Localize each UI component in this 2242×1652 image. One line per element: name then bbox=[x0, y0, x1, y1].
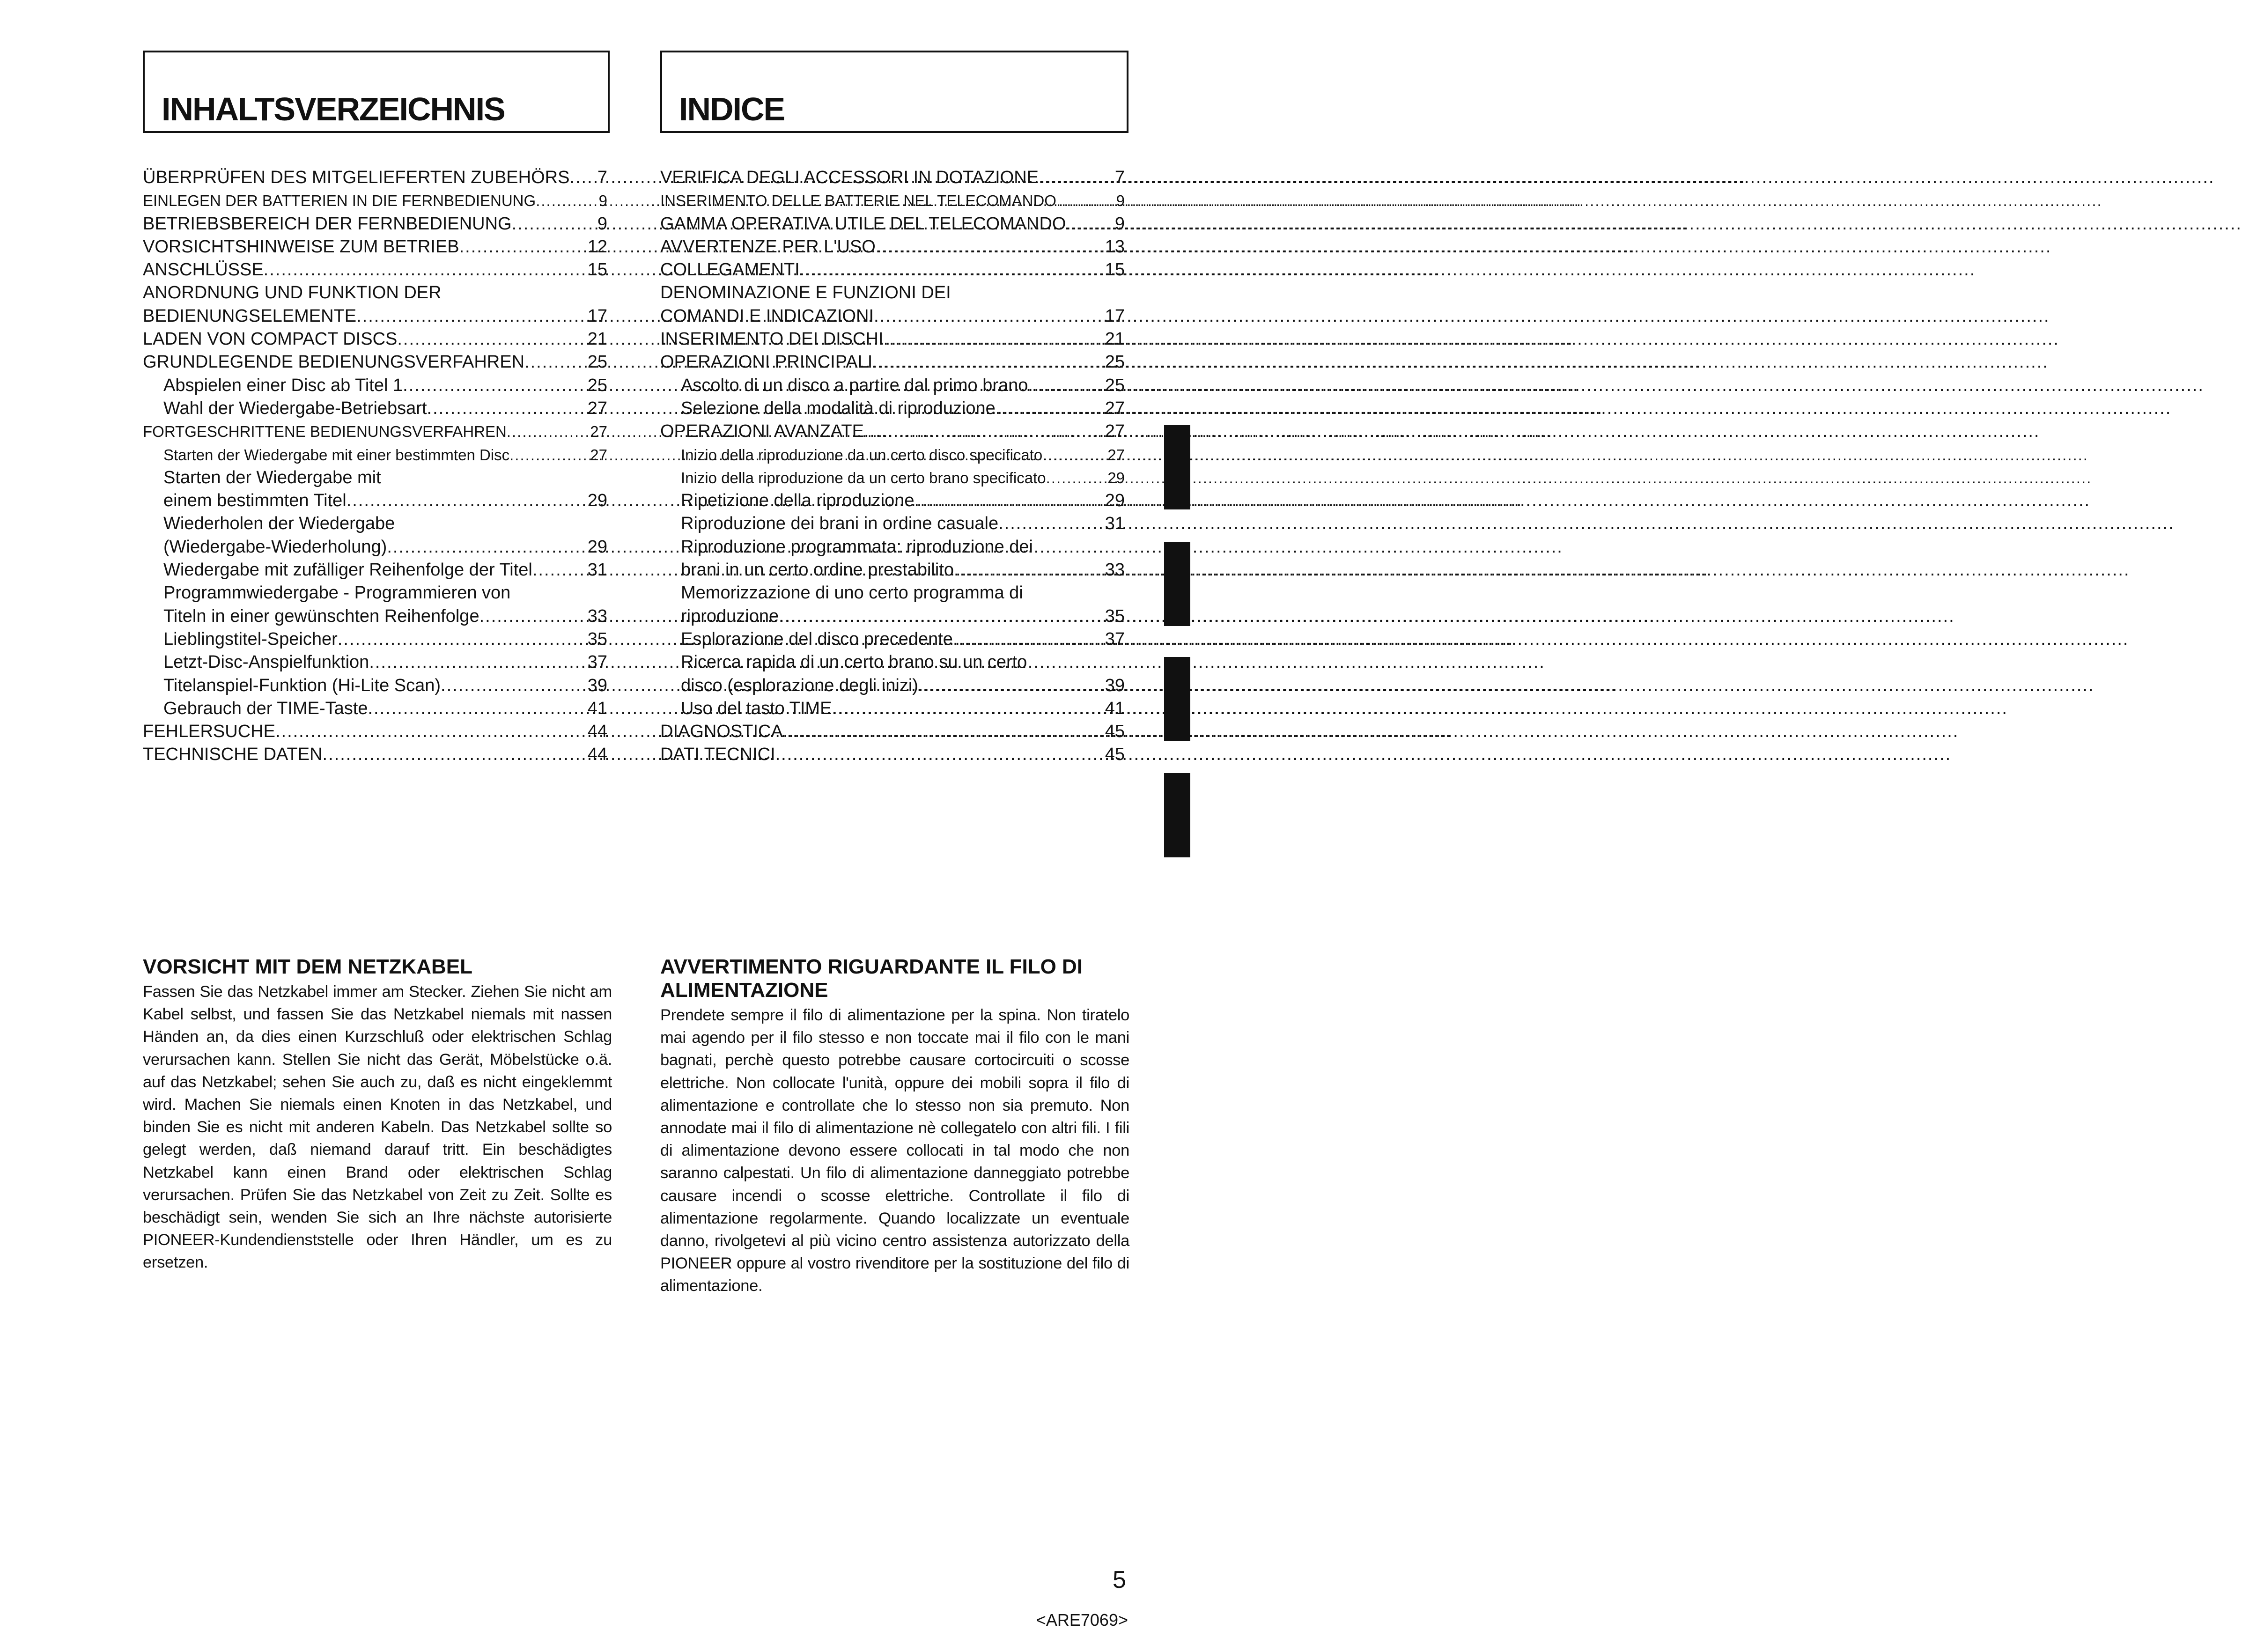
toc-entry-it bbox=[660, 166, 1125, 189]
toc-entry-de bbox=[143, 628, 607, 651]
toc-dot-leader bbox=[509, 443, 583, 466]
toc-entry-it bbox=[660, 512, 1125, 535]
toc-dot-leader bbox=[954, 559, 1100, 582]
toc-entry-page: 17 bbox=[587, 306, 607, 326]
toc-dot-leader bbox=[512, 213, 583, 236]
toc-entry-de bbox=[143, 466, 607, 489]
toc-entry-title: Ascolto di un disco a partire dal primo brano bbox=[681, 375, 1028, 395]
toc-dot-leader bbox=[403, 374, 583, 397]
toc-entry-it bbox=[660, 305, 1125, 328]
toc-entry-title: Titelanspiel-Funktion (Hi-Lite Scan) bbox=[163, 675, 441, 695]
toc-entry-it bbox=[660, 651, 1125, 674]
toc-entry-page: 9 bbox=[1116, 192, 1125, 210]
toc-dot-leader bbox=[1039, 166, 1100, 189]
toc-entry-title: Memorizzazione di uno certo programma di bbox=[681, 583, 1023, 603]
toc-entry-it bbox=[660, 674, 1125, 697]
toc-dot-leader bbox=[864, 420, 1100, 443]
toc-entry-de bbox=[143, 351, 607, 374]
toc-entry-title: INSERIMENTO DELLE BATTERIE NEL TELECOMANDO bbox=[660, 192, 1056, 210]
toc-entry-title: riproduzione bbox=[681, 606, 779, 626]
toc-dot-leader bbox=[874, 305, 1100, 328]
toc-entry-it bbox=[660, 605, 1125, 628]
document-code: <ARE7069> bbox=[1036, 1610, 1128, 1630]
toc-entry-title: Riproduzione dei brani in ordine casuale bbox=[681, 514, 999, 534]
toc-entry-page: 27 bbox=[1105, 398, 1125, 418]
toc-entry-de bbox=[143, 420, 607, 443]
toc-entry-it bbox=[660, 489, 1125, 512]
toc-entry-de bbox=[143, 674, 607, 697]
toc-entry-it bbox=[660, 213, 1125, 236]
toc-dot-leader bbox=[397, 328, 583, 351]
toc-entry-it bbox=[660, 697, 1125, 720]
toc-entry-it bbox=[660, 351, 1125, 374]
toc-entry-it bbox=[660, 720, 1125, 743]
toc-list-it bbox=[660, 166, 1125, 767]
toc-entry-title: einem bestimmten Titel bbox=[163, 491, 347, 511]
toc-entry-page: 27 bbox=[1105, 421, 1125, 442]
toc-entry-title: Riproduzione programmata: riproduzione dei bbox=[681, 537, 1033, 557]
toc-entry-de bbox=[143, 512, 607, 535]
toc-entry-page: 29 bbox=[587, 537, 607, 557]
toc-entry-it bbox=[660, 559, 1125, 582]
toc-entry-title: Starten der Wiedergabe mit bbox=[163, 467, 381, 487]
toc-entry-title: disco (esplorazione degli inizi) bbox=[681, 675, 918, 695]
toc-dot-leader bbox=[479, 605, 583, 628]
toc-entry-page: 45 bbox=[1105, 722, 1125, 742]
toc-dot-leader bbox=[347, 489, 583, 512]
toc-entry-title: COLLEGAMENTI bbox=[660, 260, 800, 280]
toc-entry-title: BETRIEBSBEREICH DER FERNBEDIENUNG bbox=[143, 214, 512, 234]
section-marker-bar bbox=[1164, 657, 1190, 741]
toc-entry-page: 13 bbox=[1105, 236, 1125, 257]
toc-entry-de bbox=[143, 397, 607, 420]
toc-heading-de: INHALTSVERZEICHNIS bbox=[162, 91, 505, 127]
toc-entry-it bbox=[660, 536, 1125, 559]
toc-dot-leader bbox=[507, 420, 583, 443]
toc-entry-title: Gebrauch der TIME-Taste bbox=[163, 698, 368, 718]
toc-entry-page: 7 bbox=[1114, 168, 1125, 187]
toc-entry-title: Programmwiedergabe - Programmieren von bbox=[163, 583, 511, 603]
toc-dot-leader bbox=[800, 258, 1100, 281]
toc-entry-title: (Wiedergabe-Wiederholung) bbox=[163, 537, 387, 557]
toc-entry-page: 41 bbox=[1105, 698, 1125, 718]
toc-dot-leader bbox=[275, 720, 583, 743]
toc-entry-title: GRUNDLEGENDE BEDIENUNGSVERFAHREN bbox=[143, 352, 525, 372]
toc-dot-leader bbox=[369, 651, 583, 674]
toc-entry-page: 25 bbox=[1105, 375, 1125, 395]
toc-dot-leader bbox=[872, 351, 1100, 374]
toc-entry-de bbox=[143, 166, 607, 189]
toc-entry-title: FORTGESCHRITTENE BEDIENUNGSVERFAHREN bbox=[143, 423, 507, 441]
toc-entry-title: Inizio della riproduzione da un certo brano specificato bbox=[681, 469, 1046, 487]
toc-entry-title: DATI TECNICI bbox=[660, 745, 775, 765]
toc-heading-it: INDICE bbox=[679, 91, 785, 127]
toc-entry-page: 35 bbox=[587, 629, 607, 649]
toc-entry-page: 7 bbox=[597, 168, 607, 187]
toc-entry-title: Wiederholen der Wiedergabe bbox=[163, 514, 395, 534]
toc-entry-title: OPERAZIONI AVANZATE bbox=[660, 421, 864, 442]
toc-dot-leader bbox=[441, 674, 583, 697]
toc-entry-de bbox=[143, 697, 607, 720]
toc-entry-title: VERIFICA DEGLI ACCESSORI IN DOTAZIONE bbox=[660, 168, 1039, 187]
toc-entry-title: Inizio della riproduzione da un certo disco specificato bbox=[681, 446, 1043, 464]
toc-entry-title: Lieblingstitel-Speicher bbox=[163, 629, 338, 649]
toc-dot-leader bbox=[1042, 443, 1100, 466]
toc-entry-it bbox=[660, 443, 1125, 466]
toc-entry-it bbox=[660, 281, 1125, 304]
toc-entry-it bbox=[660, 374, 1125, 397]
toc-header-box-de bbox=[143, 51, 610, 133]
toc-entry-page: 21 bbox=[587, 329, 607, 349]
toc-entry-de bbox=[143, 236, 607, 258]
toc-entry-de bbox=[143, 582, 607, 605]
toc-entry-title: Wahl der Wiedergabe-Betriebsart bbox=[163, 398, 427, 418]
toc-entry-title: Ripetizione della riproduzione bbox=[681, 491, 914, 511]
warning-heading-it: AVVERTIMENTO RIGUARDANTE IL FILO DI ALIMENTAZIONE bbox=[660, 955, 1083, 1002]
toc-entry-it bbox=[660, 420, 1125, 443]
toc-entry-de bbox=[143, 651, 607, 674]
toc-entry-title: BEDIENUNGSELEMENTE bbox=[143, 306, 357, 326]
toc-entry-de bbox=[143, 489, 607, 512]
toc-entry-page: 25 bbox=[1105, 352, 1125, 372]
toc-entry-de bbox=[143, 328, 607, 351]
warning-body-it: Prendete sempre il filo di alimentazione per la spina. Non tiratelo mai agendo per il filo stesso e non toccate mai il filo con le mani bagnati, perchè questo potrebbe causare cortocircuiti o scosse elettriche. Non collocate l'unità, oppure dei mobili sopra il filo di alimentazione e controllate che lo stesso non sia premuto. Non annodate mai il filo di alimentazione nè collegatelo con altri fili. I fili di alimentazione devono essere collocati in tal modo che non saranno calpestati. Un filo di alimentazione danneggiato potrebbe causare incendi o scosse elettriche. Controllate il filo di alimentazione regolarmente. Quando localizzate un eventuale danno, rivolgetevi al più vicino centro assistenza autorizzato della PIONEER oppure al vostro rivenditore per la sostituzione del filo di alimentazione. bbox=[660, 1006, 1129, 1295]
toc-entry-title: Selezione della modalità di riproduzione bbox=[681, 398, 996, 418]
toc-entry-title: Esplorazione del disco precedente bbox=[681, 629, 953, 649]
toc-entry-de bbox=[143, 305, 607, 328]
toc-entry-title: DENOMINAZIONE E FUNZIONI DEI bbox=[660, 283, 951, 303]
toc-entry-title: INSERIMENTO DEI DISCHI bbox=[660, 329, 884, 349]
toc-entry-page: 31 bbox=[587, 560, 607, 580]
toc-entry-title: ANSCHLÜSSE bbox=[143, 260, 264, 280]
toc-entry-page: 35 bbox=[1105, 606, 1125, 626]
toc-entry-title: TECHNISCHE DATEN bbox=[143, 745, 323, 765]
toc-entry-title: ÜBERPRÜFEN DES MITGELIEFERTEN ZUBEHÖRS bbox=[143, 168, 570, 187]
section-marker-bar bbox=[1164, 425, 1190, 509]
toc-dot-leader bbox=[779, 605, 1100, 628]
toc-entry-page: 25 bbox=[587, 375, 607, 395]
toc-entry-de bbox=[143, 281, 607, 304]
toc-entry-page: 33 bbox=[1105, 560, 1125, 580]
toc-dot-leader bbox=[459, 236, 583, 258]
toc-entry-title: Wiedergabe mit zufälliger Reihenfolge der Titel bbox=[163, 560, 532, 580]
toc-entry-title: GAMMA OPERATIVA UTILE DEL TELECOMANDO bbox=[660, 214, 1066, 234]
toc-entry-title: ANORDNUNG UND FUNKTION DER bbox=[143, 283, 442, 303]
toc-dot-leader bbox=[264, 258, 583, 281]
toc-entry-it bbox=[660, 189, 1125, 212]
toc-entry-title: Titeln in einer gewünschten Reihenfolge bbox=[163, 606, 479, 626]
section-marker-bar bbox=[1164, 773, 1190, 857]
toc-entry-title: DIAGNOSTICA bbox=[660, 722, 783, 742]
toc-dot-leader bbox=[1028, 374, 1100, 397]
toc-entry-page: 27 bbox=[1107, 446, 1125, 464]
toc-entry-title: brani in un certo ordine prestabilito bbox=[681, 560, 954, 580]
toc-list-de bbox=[143, 166, 607, 767]
toc-entry-de bbox=[143, 605, 607, 628]
toc-entry-it bbox=[660, 628, 1125, 651]
toc-entry-page: 29 bbox=[587, 491, 607, 511]
toc-header-box-it bbox=[660, 51, 1128, 133]
toc-entry-it bbox=[660, 236, 1125, 258]
toc-entry-page: 39 bbox=[587, 675, 607, 695]
toc-entry-page: 44 bbox=[587, 722, 607, 742]
toc-dot-leader bbox=[532, 559, 583, 582]
toc-entry-it bbox=[660, 328, 1125, 351]
toc-dot-leader bbox=[387, 536, 583, 559]
toc-dot-leader bbox=[569, 166, 583, 189]
toc-entry-title: Abspielen einer Disc ab Titel 1 bbox=[163, 375, 403, 395]
toc-dot-leader bbox=[368, 697, 583, 720]
toc-entry-page: 29 bbox=[1107, 469, 1125, 487]
toc-dot-leader bbox=[524, 351, 583, 374]
power-cord-warning-de bbox=[143, 955, 612, 1274]
toc-entry-page: 33 bbox=[587, 606, 607, 626]
toc-entry-de bbox=[143, 443, 607, 466]
toc-dot-leader bbox=[356, 305, 583, 328]
toc-entry-page: 25 bbox=[587, 352, 607, 372]
toc-entry-page: 37 bbox=[1105, 629, 1125, 649]
toc-entry-de bbox=[143, 189, 607, 212]
toc-entry-page: 27 bbox=[590, 423, 607, 441]
section-marker-bar bbox=[1164, 542, 1190, 626]
toc-dot-leader bbox=[918, 674, 1100, 697]
toc-entry-it bbox=[660, 397, 1125, 420]
toc-dot-leader bbox=[883, 328, 1100, 351]
toc-entry-title: AVVERTENZE PER L'USO bbox=[660, 236, 876, 257]
toc-dot-leader bbox=[996, 397, 1100, 420]
toc-entry-page: 44 bbox=[587, 745, 607, 765]
toc-entry-page: 39 bbox=[1105, 675, 1125, 695]
toc-entry-page: 9 bbox=[598, 192, 607, 210]
toc-entry-page: 41 bbox=[587, 698, 607, 718]
toc-entry-de bbox=[143, 559, 607, 582]
page-number: 5 bbox=[1113, 1566, 1126, 1593]
toc-entry-it bbox=[660, 582, 1125, 605]
toc-entry-de bbox=[143, 536, 607, 559]
toc-entry-page: 9 bbox=[1114, 214, 1125, 234]
toc-entry-title: COMANDI E INDICAZIONI bbox=[660, 306, 874, 326]
toc-entry-page: 15 bbox=[1105, 260, 1125, 280]
toc-entry-page: 12 bbox=[587, 236, 607, 257]
toc-dot-leader bbox=[783, 720, 1100, 743]
toc-entry-page: 29 bbox=[1105, 491, 1125, 511]
toc-entry-page: 37 bbox=[587, 652, 607, 672]
power-cord-warning-it bbox=[660, 955, 1129, 1298]
toc-entry-title: OPERAZIONI PRINCIPALI bbox=[660, 352, 873, 372]
toc-entry-de bbox=[143, 743, 607, 766]
toc-dot-leader bbox=[427, 397, 583, 420]
toc-entry-title: Starten der Wiedergabe mit einer bestimmten Disc bbox=[163, 446, 510, 464]
toc-dot-leader bbox=[775, 743, 1100, 766]
toc-entry-page: 27 bbox=[590, 446, 607, 464]
warning-body-de: Fassen Sie das Netzkabel immer am Stecker. Ziehen Sie nicht am Kabel selbst, und fassen Sie das Netzkabel niemals mit nassen Händen an, da dies einen Kurzschluß oder elektrischen Schlag verursachen kann. Stellen Sie nicht das Gerät, Möbelstücke o.ä. auf das Netzkabel; sehen Sie auch zu, daß es nicht eingeklemmt wird. Machen Sie niemals einen Knoten in das Netzkabel, und binden Sie es nicht mit anderen Kabeln. Das Netzkabel sollte so gelegt werden, daß niemand darauf tritt. Ein beschädigtes Netzkabel kann einen Brand oder elektrischen Schlag verursachen. Prüfen Sie das Netzkabel von Zeit zu Zeit. Sollte es beschädigt sein, wenden Sie sich an Ihre nächste autorisierte PIONEER-Kundendienststelle oder Ihren Händler, um es zu ersetzen. bbox=[143, 983, 612, 1272]
toc-dot-leader bbox=[338, 628, 583, 651]
toc-entry-title: Uso del tasto TIME bbox=[681, 698, 832, 718]
warning-heading-de: VORSICHT MIT DEM NETZKABEL bbox=[143, 955, 472, 978]
toc-dot-leader bbox=[323, 743, 583, 766]
toc-dot-leader bbox=[876, 236, 1100, 258]
toc-dot-leader bbox=[953, 628, 1100, 651]
toc-entry-page: 17 bbox=[1105, 306, 1125, 326]
toc-entry-page: 45 bbox=[1105, 745, 1125, 765]
toc-entry-de bbox=[143, 213, 607, 236]
toc-entry-page: 15 bbox=[587, 260, 607, 280]
toc-dot-leader bbox=[998, 512, 1100, 535]
toc-dot-leader bbox=[914, 489, 1100, 512]
toc-entry-de bbox=[143, 258, 607, 281]
toc-entry-page: 9 bbox=[597, 214, 607, 234]
toc-dot-leader bbox=[832, 697, 1100, 720]
toc-entry-de bbox=[143, 374, 607, 397]
toc-entry-title: VORSICHTSHINWEISE ZUM BETRIEB bbox=[143, 236, 459, 257]
toc-entry-title: LADEN VON COMPACT DISCS bbox=[143, 329, 398, 349]
toc-entry-page: 21 bbox=[1105, 329, 1125, 349]
toc-entry-title: EINLEGEN DER BATTERIEN IN DIE FERNBEDIENUNG bbox=[143, 192, 536, 210]
toc-dot-leader bbox=[1066, 213, 1100, 236]
toc-entry-de bbox=[143, 720, 607, 743]
toc-entry-title: Letzt-Disc-Anspielfunktion bbox=[163, 652, 369, 672]
toc-entry-title: FEHLERSUCHE bbox=[143, 722, 275, 742]
toc-dot-leader bbox=[1046, 466, 1100, 489]
toc-dot-leader bbox=[1056, 189, 1100, 212]
toc-entry-page: 27 bbox=[587, 398, 607, 418]
toc-entry-it bbox=[660, 258, 1125, 281]
toc-entry-it bbox=[660, 743, 1125, 766]
toc-entry-page: 31 bbox=[1105, 514, 1125, 534]
toc-dot-leader bbox=[536, 189, 583, 212]
toc-entry-title: Ricerca rapida di un certo brano su un certo bbox=[681, 652, 1027, 672]
toc-entry-it bbox=[660, 466, 1125, 489]
